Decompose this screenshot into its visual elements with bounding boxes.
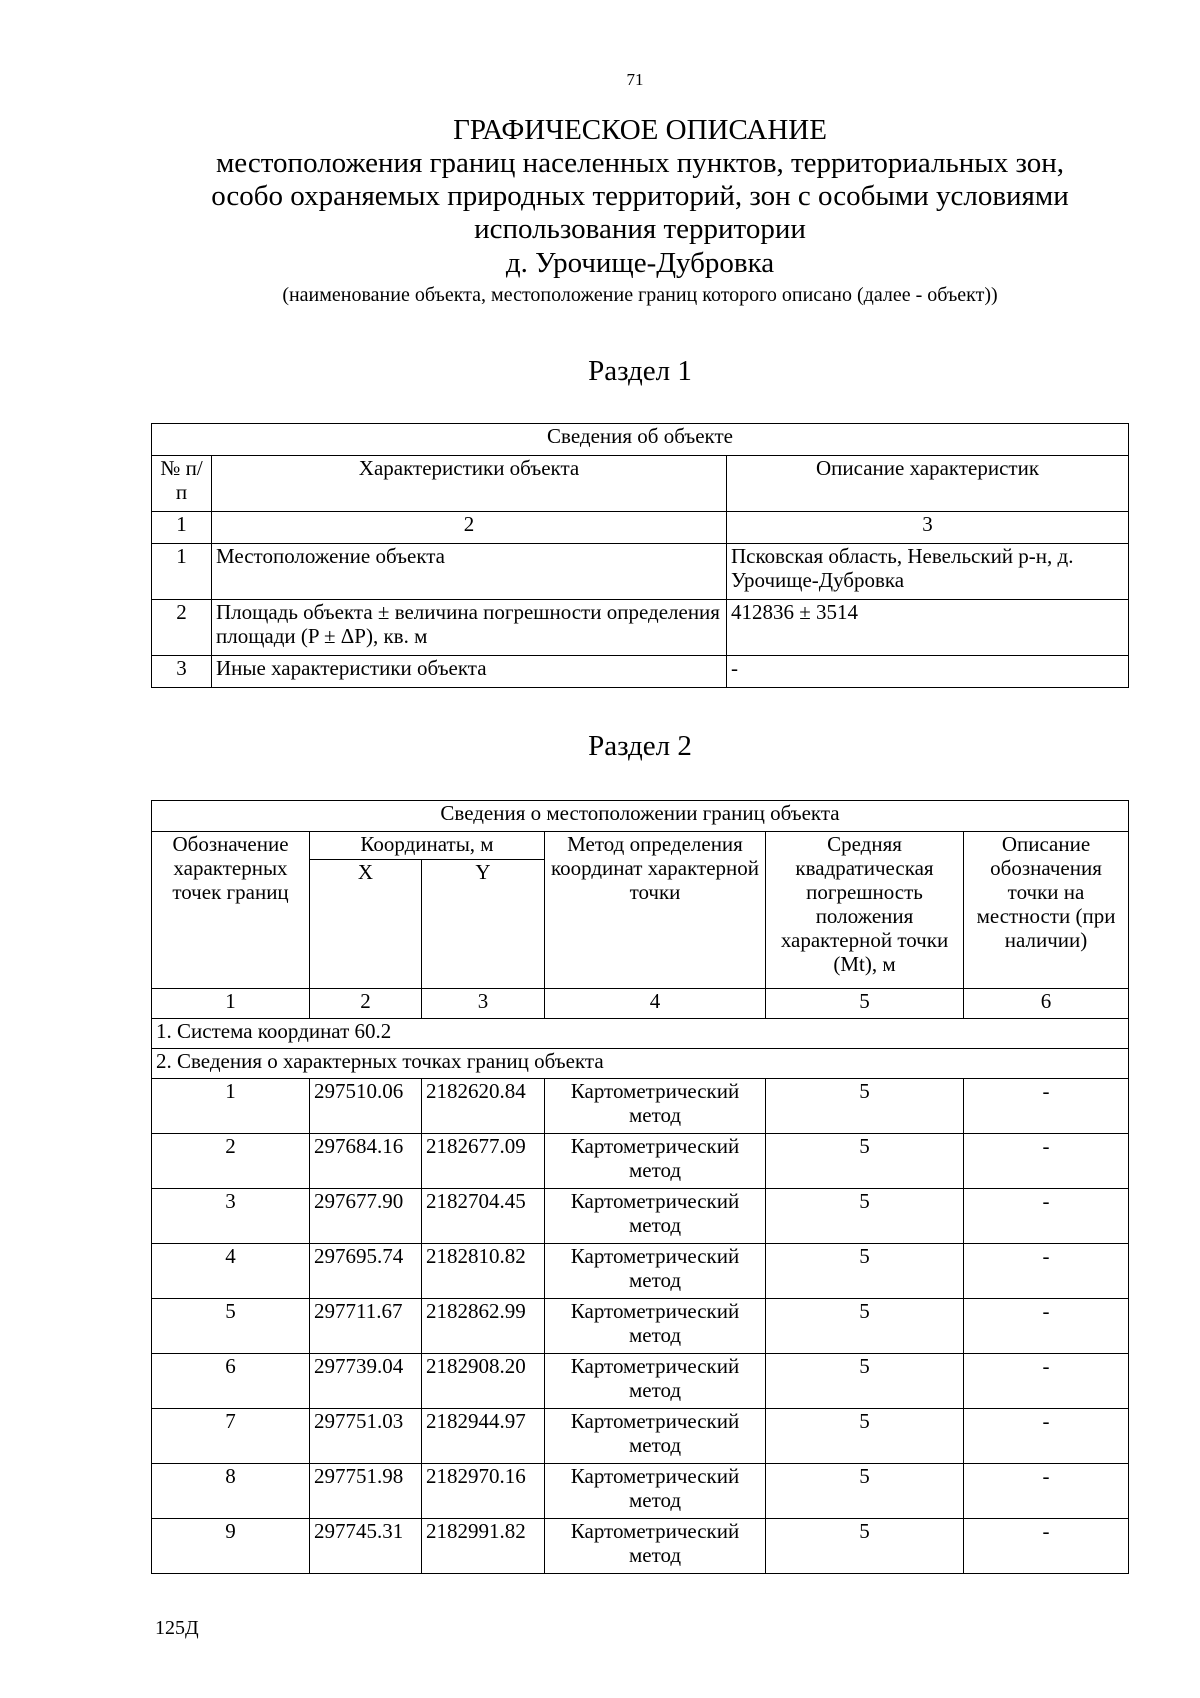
point-number: 8: [152, 1464, 310, 1519]
object-name-caption: (наименование объекта, местоположение границ которого описано (далее - объект)): [282, 284, 998, 306]
point-description: -: [964, 1519, 1129, 1574]
point-number: 7: [152, 1409, 310, 1464]
table-row: [152, 1299, 1129, 1354]
table2-colnum-1: 1: [152, 989, 310, 1019]
coord-x: 297684.16: [310, 1134, 422, 1189]
object-info-table: [151, 423, 1129, 688]
coord-x: 297695.74: [310, 1244, 422, 1299]
table1-colnum-2: 2: [212, 512, 727, 544]
error-value: 5: [766, 1244, 964, 1299]
section1-heading: Раздел 1: [588, 355, 692, 387]
point-number: 6: [152, 1354, 310, 1409]
table2-header-y: Y: [422, 860, 545, 989]
error-value: 5: [766, 1464, 964, 1519]
row-description: Псковская область, Невельский р-н, д. Урочище-Дубровка: [727, 544, 1129, 600]
table1-colnum-1: 1: [152, 512, 212, 544]
table-row: [152, 1354, 1129, 1409]
table2-colnum-5: 5: [766, 989, 964, 1019]
coord-y: 2182944.97: [422, 1409, 545, 1464]
point-description: -: [964, 1464, 1129, 1519]
error-value: 5: [766, 1189, 964, 1244]
point-number: 3: [152, 1189, 310, 1244]
table1-header-description: Описание характеристик: [727, 456, 1129, 512]
point-number: 1: [152, 1079, 310, 1134]
table-row: [152, 1244, 1129, 1299]
point-number: 9: [152, 1519, 310, 1574]
coord-x: 297711.67: [310, 1299, 422, 1354]
table-row: [152, 1464, 1129, 1519]
row-characteristic: Иные характеристики объекта: [212, 656, 727, 688]
point-description: -: [964, 1354, 1129, 1409]
table-row: [152, 1409, 1129, 1464]
coord-y: 2182677.09: [422, 1134, 545, 1189]
coord-system-row: 1. Система координат 60.2: [152, 1019, 1129, 1049]
coord-y: 2182810.82: [422, 1244, 545, 1299]
table-row: [152, 600, 1129, 656]
table1-colnum-3: 3: [727, 512, 1129, 544]
points-caption-row: 2. Сведения о характерных точках границ объекта: [152, 1049, 1129, 1079]
table-row: [152, 544, 1129, 600]
method: Картометрический метод: [545, 1079, 766, 1134]
row-description: -: [727, 656, 1129, 688]
error-value: 5: [766, 1409, 964, 1464]
coord-x: 297751.03: [310, 1409, 422, 1464]
point-description: -: [964, 1299, 1129, 1354]
table2-header-point: Обозначение характерных точек границ: [152, 832, 310, 989]
table2-header-error: Средняя квадратическая погрешность положения характерной точки (Mt), м: [766, 832, 964, 989]
error-value: 5: [766, 1299, 964, 1354]
method: Картометрический метод: [545, 1464, 766, 1519]
document-title: ГРАФИЧЕСКОЕ ОПИСАНИЕ: [453, 114, 827, 146]
method: Картометрический метод: [545, 1519, 766, 1574]
method: Картометрический метод: [545, 1354, 766, 1409]
method: Картометрический метод: [545, 1244, 766, 1299]
coord-y: 2182970.16: [422, 1464, 545, 1519]
point-description: -: [964, 1244, 1129, 1299]
coord-y: 2182908.20: [422, 1354, 545, 1409]
table2-colnum-2: 2: [310, 989, 422, 1019]
method: Картометрический метод: [545, 1189, 766, 1244]
table2-title: Сведения о местоположении границ объекта: [152, 801, 1129, 832]
point-description: -: [964, 1134, 1129, 1189]
page-number: 71: [626, 70, 644, 89]
row-number: 2: [152, 600, 212, 656]
error-value: 5: [766, 1354, 964, 1409]
subtitle-line-3: использования территории: [474, 213, 806, 245]
table-row: [152, 656, 1129, 688]
error-value: 5: [766, 1519, 964, 1574]
row-description: 412836 ± 3514: [727, 600, 1129, 656]
table1-header-characteristic: Характеристики объекта: [212, 456, 727, 512]
boundary-points-table: [151, 800, 1129, 1574]
row-number: 1: [152, 544, 212, 600]
point-number: 5: [152, 1299, 310, 1354]
point-number: 2: [152, 1134, 310, 1189]
method: Картометрический метод: [545, 1409, 766, 1464]
row-characteristic: Площадь объекта ± величина погрешности определения площади (P ± ΔP), кв. м: [212, 600, 727, 656]
error-value: 5: [766, 1134, 964, 1189]
table2-header-x: X: [310, 860, 422, 989]
method: Картометрический метод: [545, 1134, 766, 1189]
coord-y: 2182991.82: [422, 1519, 545, 1574]
table-row: [152, 1079, 1129, 1134]
coord-x: 297739.04: [310, 1354, 422, 1409]
coord-x: 297677.90: [310, 1189, 422, 1244]
table2-header-coords: Координаты, м: [310, 832, 545, 860]
point-description: -: [964, 1409, 1129, 1464]
table2-colnum-4: 4: [545, 989, 766, 1019]
coord-x: 297510.06: [310, 1079, 422, 1134]
table1-header-num: № п/п: [152, 456, 212, 512]
table-row: [152, 1189, 1129, 1244]
coord-x: 297745.31: [310, 1519, 422, 1574]
footer-code: 125Д: [155, 1617, 199, 1639]
coord-y: 2182862.99: [422, 1299, 545, 1354]
document-header: [150, 113, 1130, 308]
method: Картометрический метод: [545, 1299, 766, 1354]
table1-title: Сведения об объекте: [152, 424, 1129, 456]
subtitle-line-1: местоположения границ населенных пунктов, территориальных зон,: [215, 147, 1065, 179]
row-characteristic: Местоположение объекта: [212, 544, 727, 600]
coord-y: 2182620.84: [422, 1079, 545, 1134]
points-body: [152, 1079, 1129, 1574]
object-name: д. Урочище-Дубровка: [505, 247, 775, 279]
subtitle-line-2: особо охраняемых природных территорий, зон с особыми условиями: [211, 180, 1069, 212]
table2-header-description: Описание обозначения точки на местности (при наличии): [964, 832, 1129, 989]
table2-colnum-6: 6: [964, 989, 1129, 1019]
coord-y: 2182704.45: [422, 1189, 545, 1244]
table2-colnum-3: 3: [422, 989, 545, 1019]
table-row: [152, 1519, 1129, 1574]
coord-x: 297751.98: [310, 1464, 422, 1519]
section2-heading: Раздел 2: [588, 730, 692, 762]
row-number: 3: [152, 656, 212, 688]
point-description: -: [964, 1189, 1129, 1244]
table-row: [152, 1134, 1129, 1189]
point-number: 4: [152, 1244, 310, 1299]
error-value: 5: [766, 1079, 964, 1134]
table2-header-method: Метод определения координат характерной точки: [545, 832, 766, 989]
point-description: -: [964, 1079, 1129, 1134]
